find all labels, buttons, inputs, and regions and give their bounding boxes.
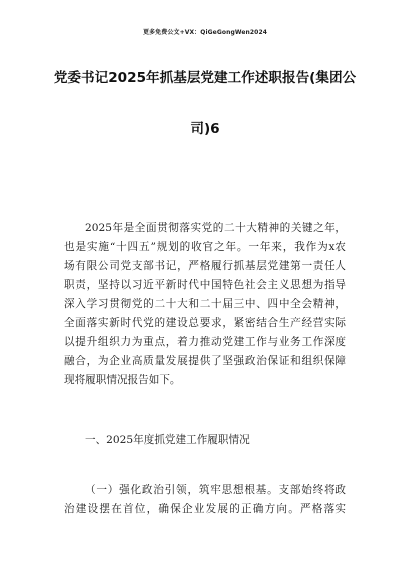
document-title-line-2: 司)6: [190, 121, 220, 137]
paragraph-line: 现将履职情况报告如下。: [64, 374, 181, 386]
paragraph-line: 职责，坚持以习近平新时代中国特色社会主义思想为指导: [64, 279, 346, 291]
paragraph-line: 深入学习贯彻党的二十大和二十届三中、四中全会精神，: [64, 298, 346, 310]
paragraph-line: 场有限公司党支部书记，严格履行抓基层党建第一责任人: [64, 260, 346, 272]
paragraph-line: 融合，为企业高质量发展提供了坚强政治保证和组织保障: [64, 355, 346, 367]
paragraph-line: 全面落实新时代党的建设总要求，紧密结合生产经营实际: [64, 317, 346, 329]
paragraph-line: （一）强化政治引领，筑牢思想根基。支部始终将政: [85, 484, 346, 496]
paragraph-line: 以提升组织力为重点，着力推动党建工作与业务工作深度: [64, 336, 346, 348]
section-heading: 一、2025年度抓党建工作履职情况: [85, 434, 250, 446]
paragraph-line: 2025年是全面贯彻落实党的二十大精神的关键之年，: [85, 222, 346, 234]
header-note: 更多免费公文+VX：QiGeGongWen2024: [142, 29, 267, 36]
document-title-line-1: 党委书记2025年抓基层党建工作述职报告(集团公: [53, 70, 357, 86]
paragraph-line: 也是实施“十四五”规划的收官之年。一年来，我作为x农: [64, 241, 346, 253]
paragraph-line: 治建设摆在首位，确保企业发展的正确方向。严格落实: [64, 503, 346, 515]
